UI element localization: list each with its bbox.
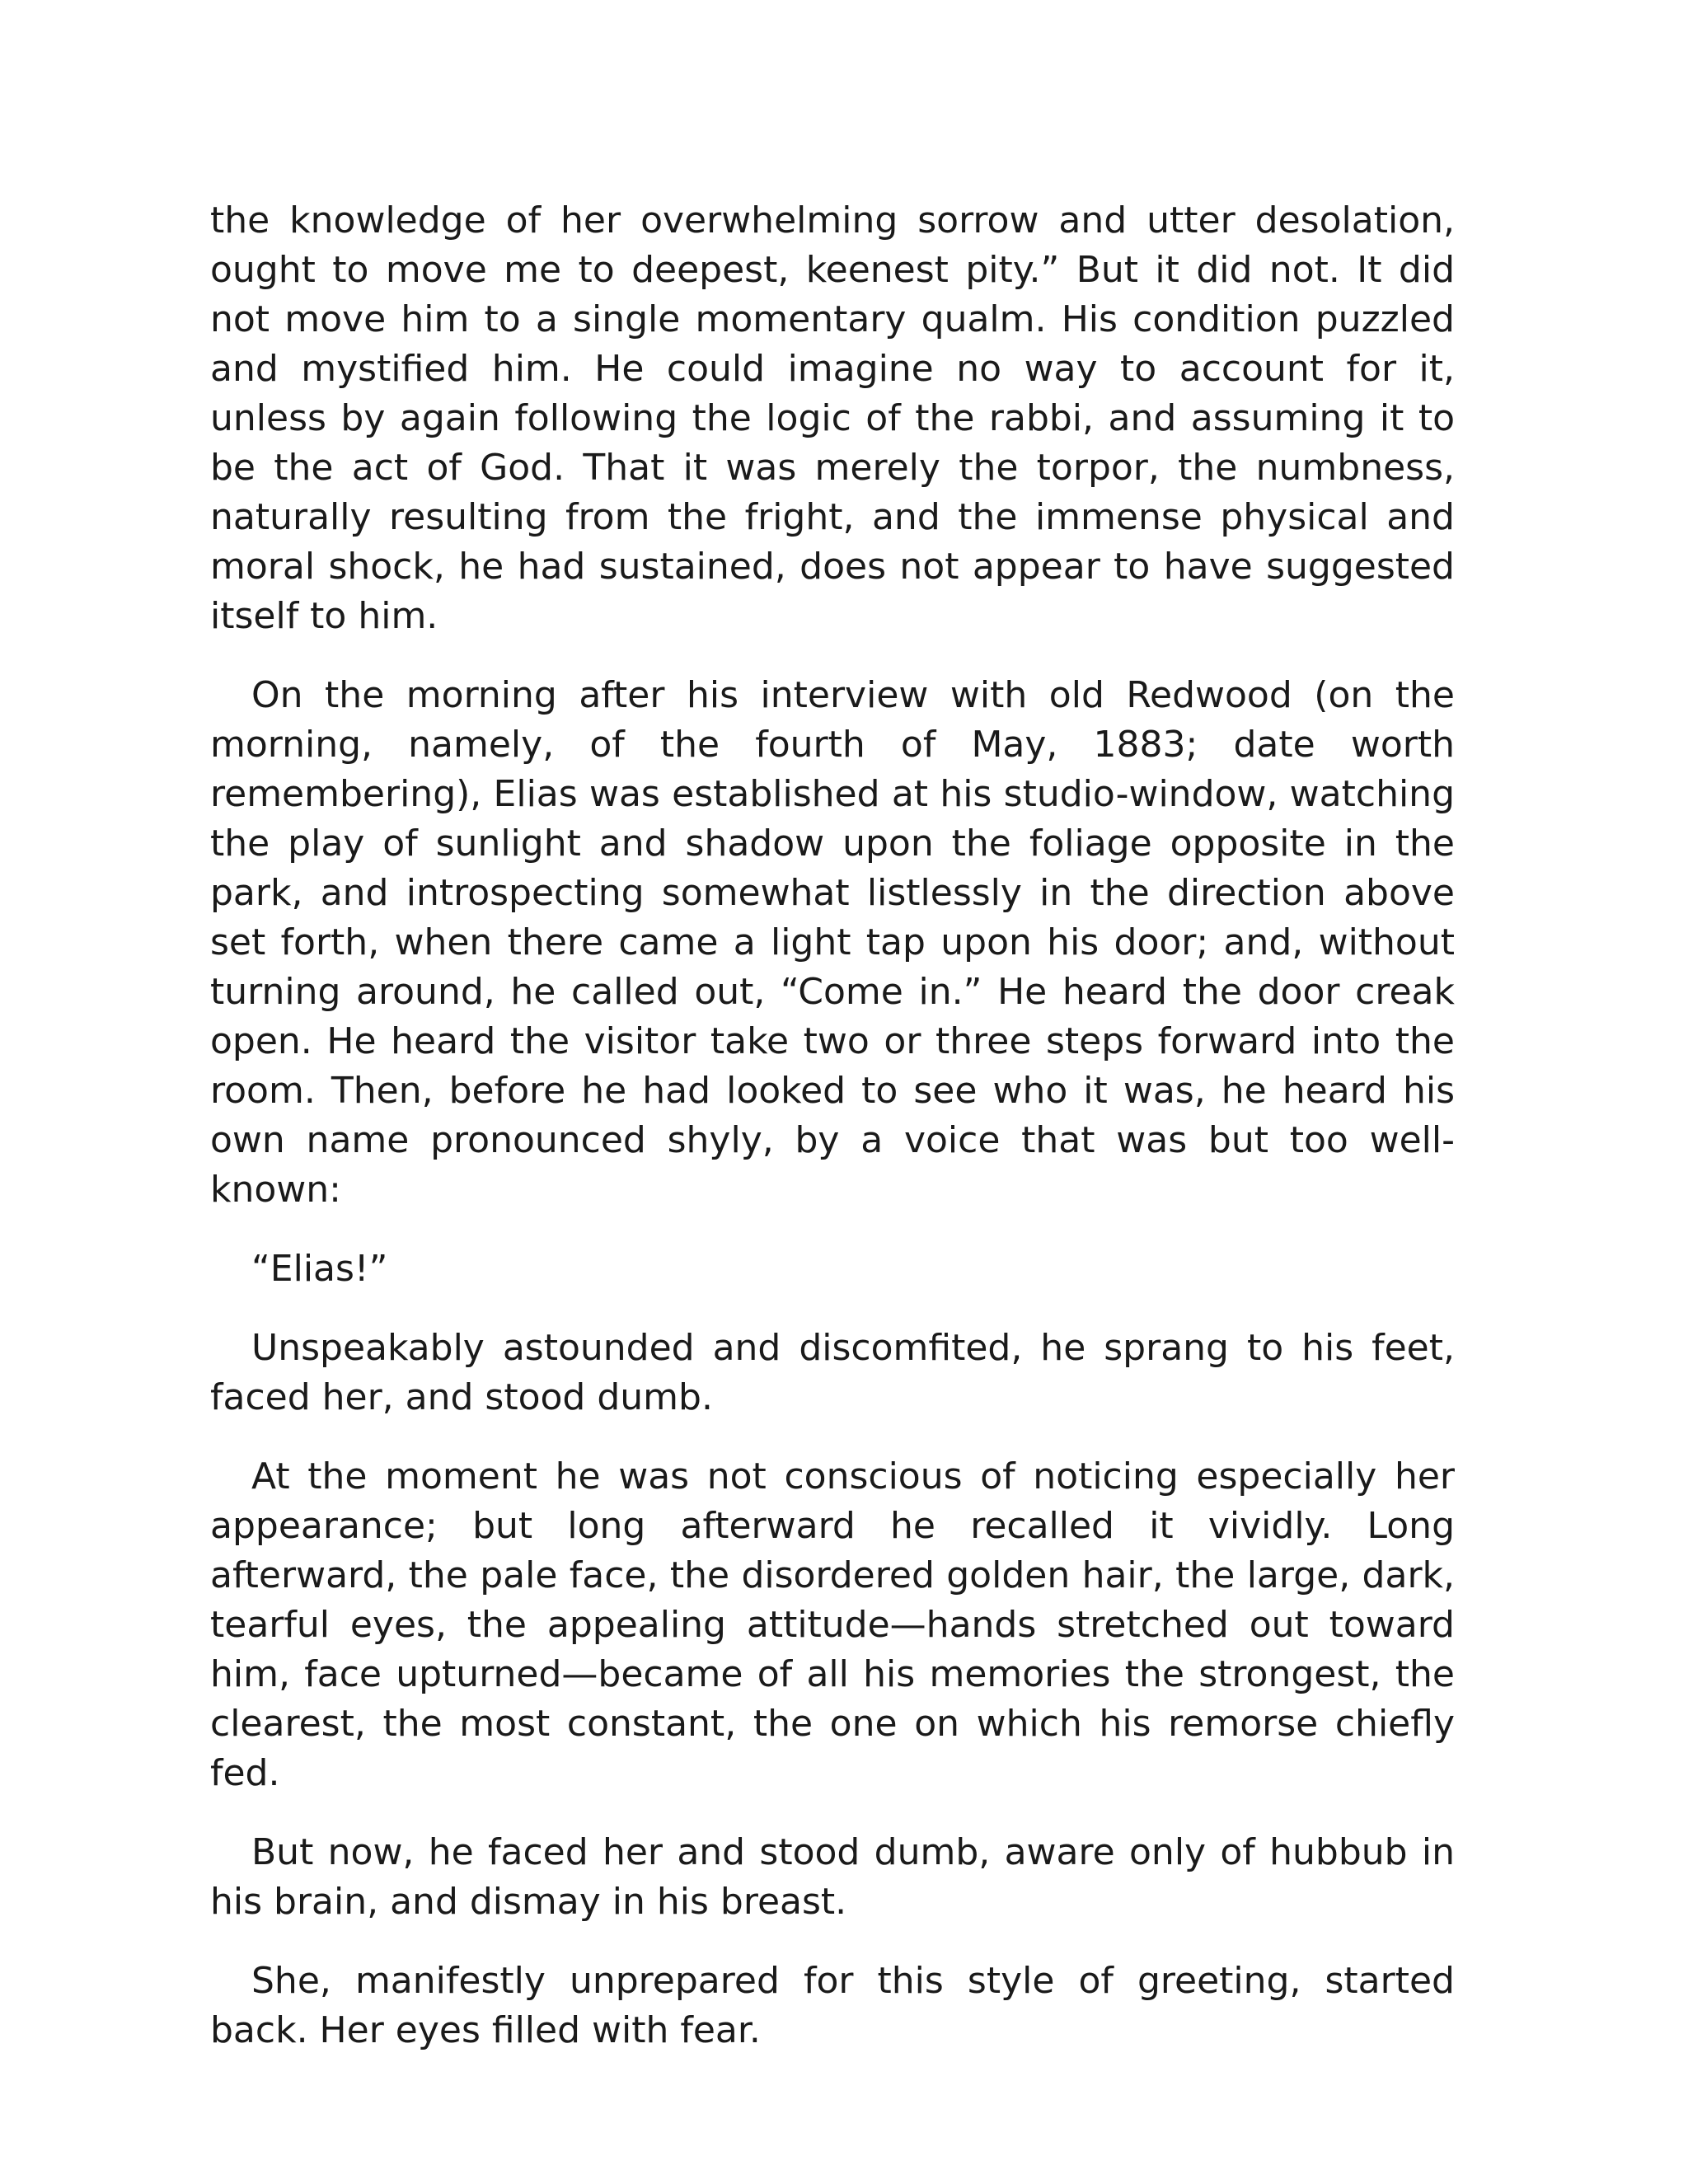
paragraph-1: the knowledge of her overwhelming sorrow and utter desolation, ought to move me to deepest, keenest pity.” But it did not. It did not move him to a single momentary qualm. His condition puzzled and mystified him. He could imagine no way to account for it, unless by again following the logic of the rabbi, and assuming it to be the act of God. That it was merely the torpor, the numbness, naturally resulting from the fright, and the immense physical and moral shock, he had sustained, does not appear to have suggested itself to him. [210,199,1455,637]
page-body [210,196,1455,2085]
paragraph-7: She, manifestly unprepared for this style of greeting, started back. Her eyes filled with fear. [210,1960,1455,2051]
paragraph-4: Unspeakably astounded and discomfited, he sprang to his feet, faced her, and stood dumb. [210,1327,1455,1418]
paragraph-6: But now, he faced her and stood dumb, aware only of hubbub in his brain, and dismay in his breast. [210,1831,1455,1923]
paragraph-2: On the morning after his interview with old Redwood (on the morning, namely, of the fourth of May, 1883; date worth remembering), Elias was established at his studio-window, watching the play of sunlight and shadow upon the foliage opposite in the park, and introspecting somewhat listlessly in the direction above set forth, when there came a light tap upon his door; and, without turning around, he called out, “Come in.” He heard the door creak open. He heard the visitor take two or three steps forward into the room. Then, before he had looked to see who it was, he heard his own name pronounced shyly, by a voice that was but too well-known: [210,674,1455,1211]
paragraph-5: At the moment he was not conscious of noticing especially her appearance; but long afterward he recalled it vividly. Long afterward, the pale face, the disordered golden hair, the large, dark, tearful eyes, the appealing attitude—hands stretched out toward him, face upturned—became of all his memories the strongest, the clearest, the most constant, the one on which his remorse chiefly fed. [210,1455,1455,1794]
paragraph-3: “Elias!” [251,1248,388,1290]
